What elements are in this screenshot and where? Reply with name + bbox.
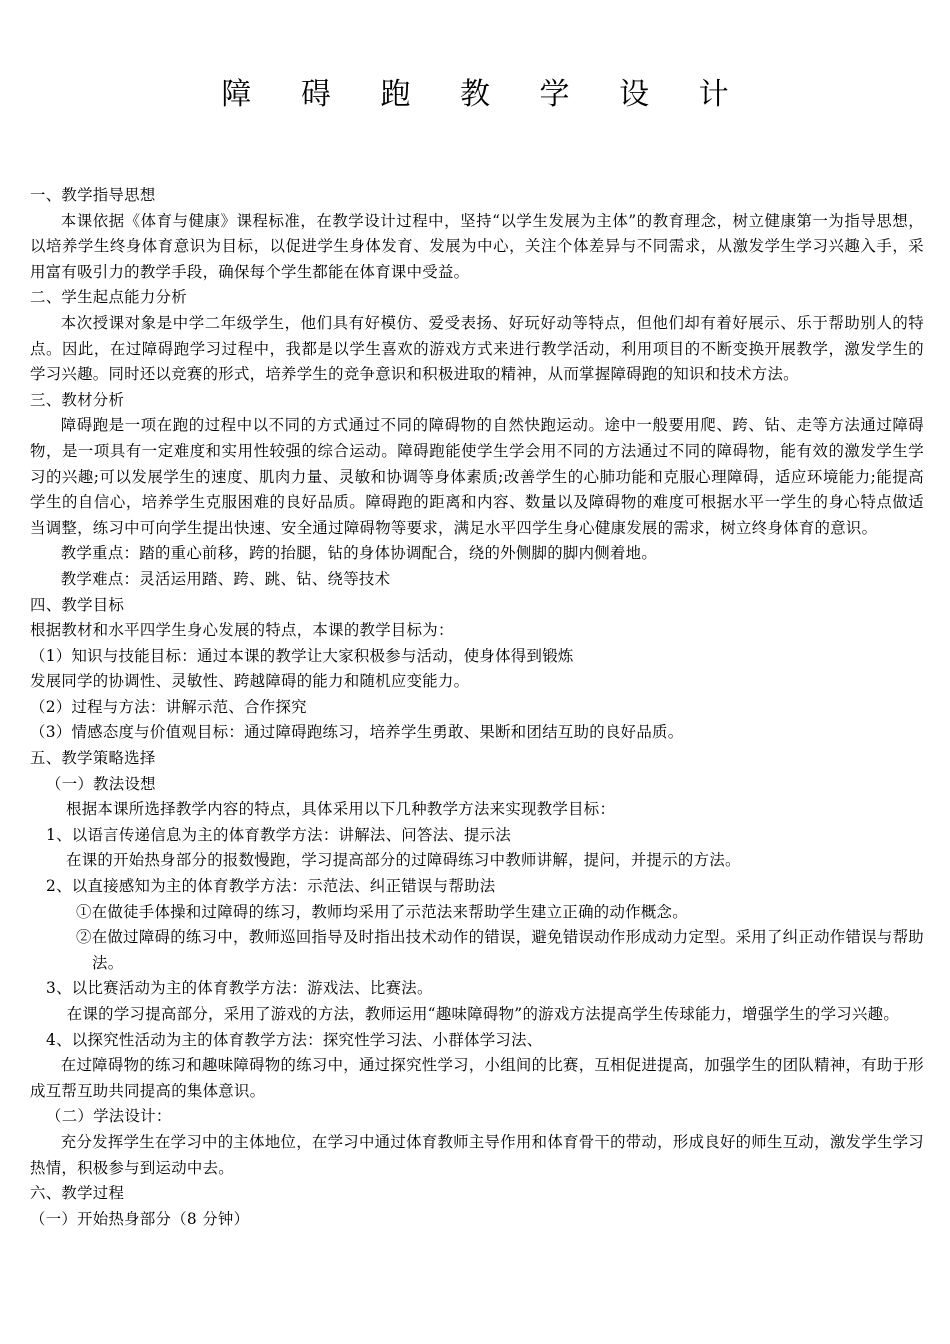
method-2-item-a: ①在做徒手体操和过障碍的练习，教师均采用了示范法来帮助学生建立正确的动作概念。 <box>76 902 688 921</box>
objective-2: （2）过程与方法：讲解示范、合作探究 <box>30 697 307 716</box>
method-4-title: 4、以探究性活动为主的体育教学方法：探究性学习法、小群体学习法、 <box>46 1030 543 1049</box>
method-2-item-b: ②在做过障碍的练习中，教师巡回指导及时指出技术动作的错误，避免错误动作形成动力定型。采用了纠正动作错误与帮助法。 <box>76 928 924 972</box>
section-heading-material-analysis: 三、教材分析 <box>30 390 125 409</box>
method-3-title: 3、以比赛活动为主的体育教学方法：游戏法、比赛法。 <box>46 979 433 998</box>
section-heading-student-analysis: 二、学生起点能力分析 <box>30 288 187 307</box>
section-heading-strategy: 五、教学策略选择 <box>30 749 156 768</box>
section-heading-guiding-thought: 一、教学指导思想 <box>30 186 156 204</box>
objectives-intro: 根据教材和水平四学生身心发展的特点，本课的教学目标为： <box>30 621 454 640</box>
paragraph-guiding-thought: 本课依据《体育与健康》课程标准，在教学设计过程中，坚持“以学生发展为主体”的教育理念，树立健康第一为指导思想，以培养学生终身体育意识为目标，以促进学生身体发育、发展为中心，关注个体差异与不同需求，从激发学生学习兴趣入手，采用富有吸引力的教学手段，确保每个学生都能在体育课中受益。 <box>30 211 924 281</box>
document-body <box>30 183 924 1232</box>
section-heading-objectives: 四、教学目标 <box>30 595 125 614</box>
document-title: 障 碍 跑 教 学 设 计 <box>221 77 749 112</box>
teaching-key-point: 教学重点：踏的重心前移，跨的抬腿，钻的身体协调配合，绕的外侧脚的脚内侧着地。 <box>60 544 658 563</box>
teaching-difficulty: 教学难点：灵活运用踏、跨、跳、钻、绕等技术 <box>60 569 391 588</box>
method-1-title: 1、以语言传递信息为主的体育教学方法：讲解法、问答法、提示法 <box>46 825 512 844</box>
subheading-learning-methods: （二）学法设计： <box>46 1107 172 1126</box>
paragraph-material-analysis: 障碍跑是一项在跑的过程中以不同的方式通过不同的障碍物的自然快跑运动。途中一般要用爬、跨、钻、走等方法通过障碍物，是一项具有一定难度和实用性较强的综合运动。障碍跑能使学生学会用不同的方法通过不同的障碍物，能有效的激发学生学习的兴趣;可以发展学生的速度、肌肉力量、灵敏和协调等身体素质;改善学生的心肺功能和克服心理障碍，适应环境能力;能提高学生的自信心，培养学生克服困难的良好品质。障碍跑的距离和内容、数量以及障碍物的难度可根据水平一学生的身心特点做适当调整，练习中可向学生提出快速、安全通过障碍物等要求，满足水平四学生身心健康发展的需求，树立终身体育的意识。 <box>30 416 924 537</box>
learning-methods-description: 充分发挥学生在学习中的主体地位，在学习中通过体育教师主导作用和体育骨干的带动，形成良好的师生互动，激发学生学习热情，积极参与到运动中去。 <box>30 1132 924 1177</box>
section-heading-process: 六、教学过程 <box>30 1184 125 1203</box>
method-4-description: 在过障碍物的练习和趣味障碍物的练习中，通过探究性学习，小组间的比赛，互相促进提高，加强学生的团队精神，有助于形成互帮互助共同提高的集体意识。 <box>30 1056 924 1100</box>
teaching-methods-intro: 根据本课所选择教学内容的特点，具体采用以下几种教学方法来实现教学目标： <box>66 800 616 819</box>
objective-3: （3）情感态度与价值观目标：通过障碍跑练习，培养学生勇敢、果断和团结互助的良好品质。 <box>30 723 684 742</box>
method-2-title: 2、以直接感知为主的体育教学方法：示范法、纠正错误与帮助法 <box>46 877 496 896</box>
paragraph-student-analysis: 本次授课对象是中学二年级学生，他们具有好模仿、爱受表扬、好玩好动等特点，但他们却有着好展示、乐于帮助别人的特点。因此，在过障碍跑学习过程中，我都是以学生喜欢的游戏方式来进行教学活动，利用项目的不断变换开展教学，激发学生的学习兴趣。同时还以竞赛的形式，培养学生的竞争意识和积极进取的精神，从而掌握障碍跑的知识和技术方法。 <box>30 313 924 384</box>
method-3-description: 在课的学习提高部分，采用了游戏的方法，教师运用“趣味障碍物”的游戏方法提高学生传球能力，增强学生的学习兴趣。 <box>66 1005 900 1023</box>
subheading-teaching-methods: （一）教法设想 <box>46 774 156 793</box>
method-1-description: 在课的开始热身部分的报数慢跑，学习提高部分的过障碍练习中教师讲解，提问，并提示的方法。 <box>66 851 741 870</box>
subheading-warmup: （一）开始热身部分（8 分钟） <box>30 1209 250 1228</box>
objective-1-line-1: （1）知识与技能目标：通过本课的教学让大家积极参与活动，使身体得到锻炼 <box>30 646 574 665</box>
objective-1-line-2: 发展同学的协调性、灵敏性、跨越障碍的能力和随机应变能力。 <box>30 672 470 691</box>
